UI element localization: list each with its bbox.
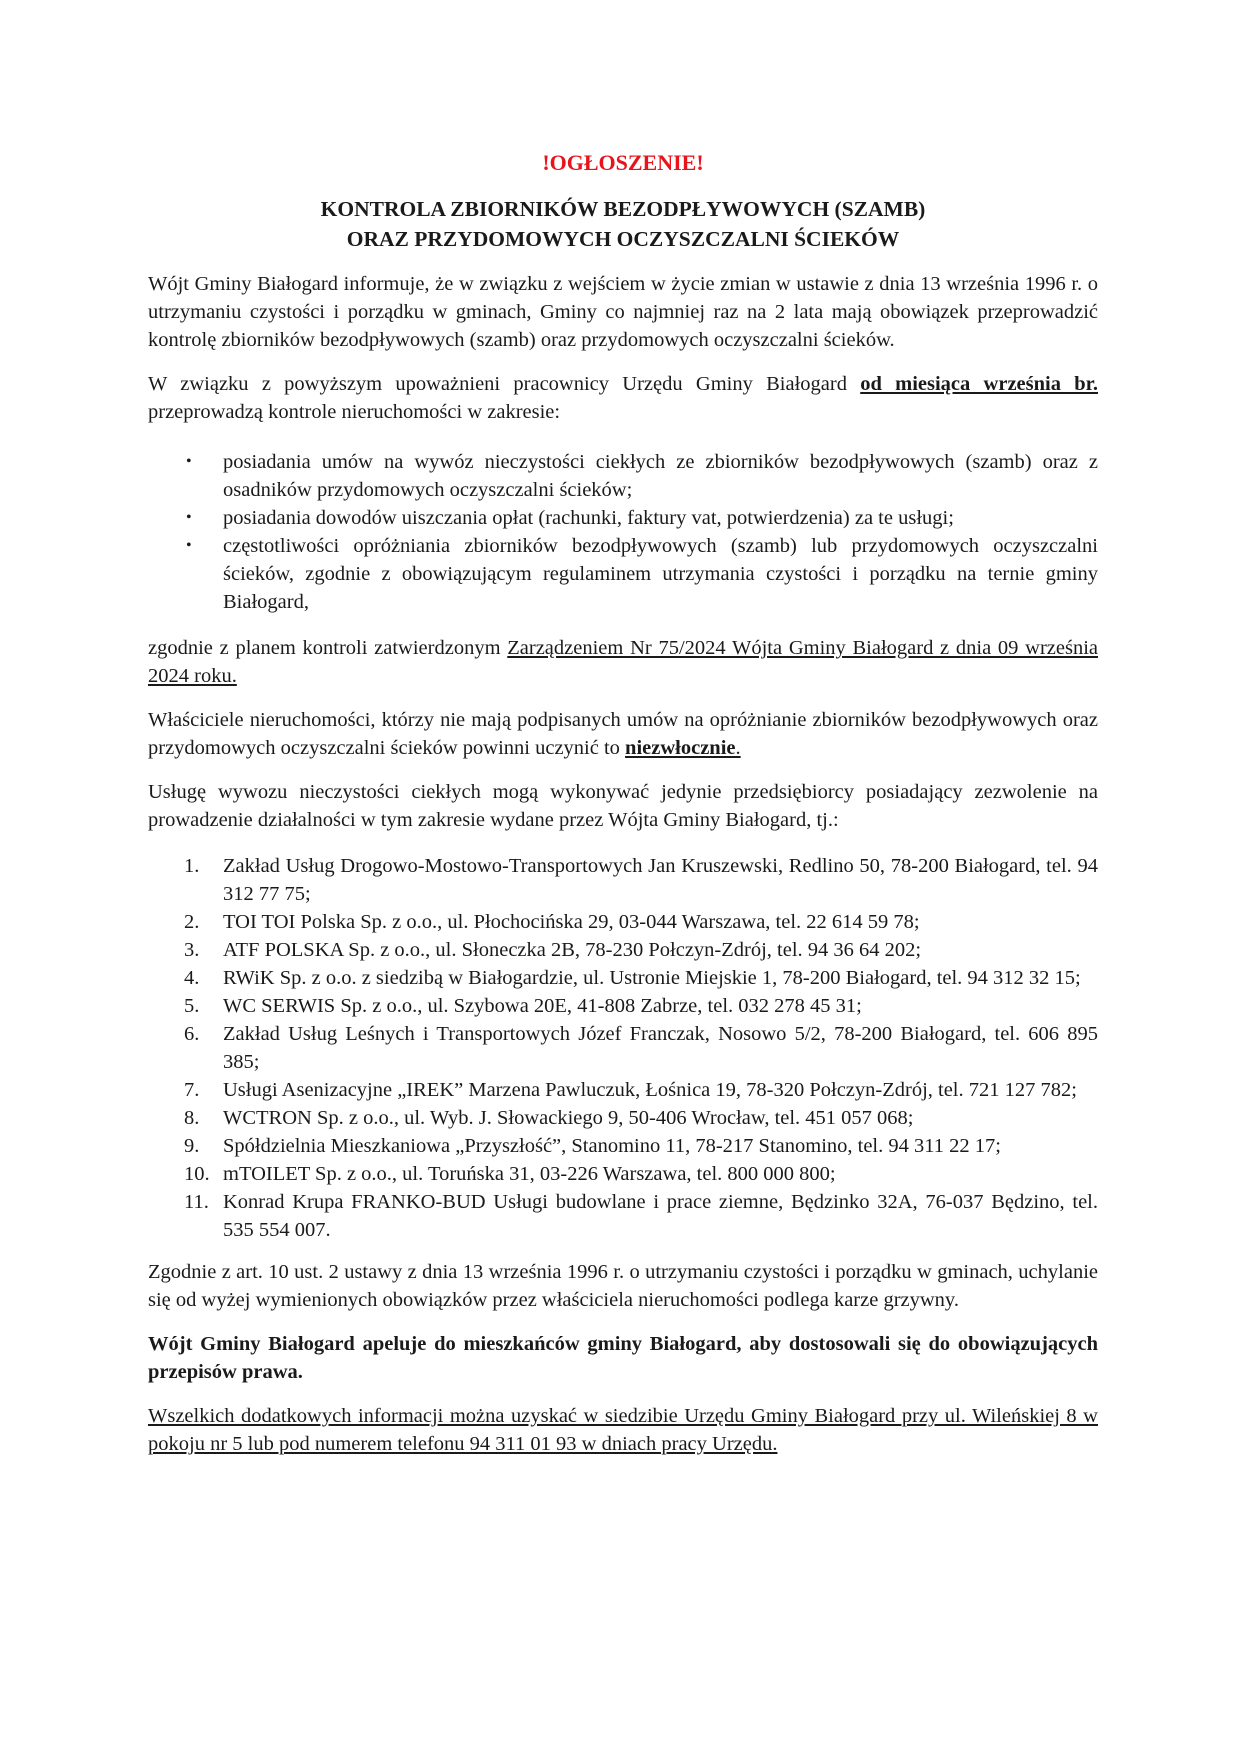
page-title — [148, 194, 1098, 254]
list-item-text: ATF POLSKA Sp. z o.o., ul. Słoneczka 2B, 78-230 Połczyn-Zdrój, tel. 94 36 64 202; — [223, 939, 922, 961]
intro-paragraph: Wójt Gminy Białogard informuje, że w związku z wejściem w życie zmian w ustawie z dnia 13 września 1996 r. o utrzymaniu czystości i porządku w gminach, Gminy co najmniej raz na 2 lata mają obowiązek przeprowadzić kontrolę zbiorników bezodpływowych (szamb) oraz przydomowych oczyszczalni ścieków. — [148, 273, 1098, 351]
list-item-number: 10. — [184, 1163, 210, 1185]
list-item-number: 8. — [184, 1107, 200, 1129]
list-item-text: TOI TOI Polska Sp. z o.o., ul. Płochocińska 29, 03-044 Warszawa, tel. 22 614 59 78; — [223, 911, 920, 933]
list-item — [148, 504, 1098, 532]
list-item-text: Konrad Krupa FRANKO-BUD Usługi budowlane i prace ziemne, Będzinko 32A, 76-037 Będzino, tel. 535 554 007. — [223, 1191, 1098, 1241]
list-item-text: Zakład Usług Drogowo-Mostowo-Transportowych Jan Kruszewski, Redlino 50, 78-200 Białogard, tel. 94 312 77 75; — [223, 855, 1098, 905]
bullet-icon: • — [186, 509, 192, 526]
list-item — [148, 936, 1098, 964]
list-item-number: 5. — [184, 995, 200, 1017]
list-item-text: mTOILET Sp. z o.o., ul. Toruńska 31, 03-226 Warszawa, tel. 800 000 800; — [223, 1163, 836, 1185]
list-item-text: WCTRON Sp. z o.o., ul. Wyb. J. Słowackiego 9, 50-406 Wrocław, tel. 451 057 068; — [223, 1107, 914, 1129]
inspection-paragraph — [148, 370, 1098, 426]
inspection-text-1: W związku z powyższym upoważnieni pracownicy Urzędu Gminy Białogard — [148, 373, 861, 395]
inspection-text-2: przeprowadzą kontrole nieruchomości w zakresie: — [148, 401, 561, 423]
list-item-text: WC SERWIS Sp. z o.o., ul. Szybowa 20E, 41-808 Zabrze, tel. 032 278 45 31; — [223, 995, 862, 1017]
list-item — [148, 448, 1098, 504]
list-item — [148, 1104, 1098, 1132]
licensed-companies-list — [148, 852, 1098, 1244]
announcement-page — [148, 148, 1098, 1474]
list-item-number: 3. — [184, 939, 200, 961]
penalty-paragraph: Zgodnie z art. 10 ust. 2 ustawy z dnia 13 września 1996 r. o utrzymaniu czystości i porządku w gminach, uchylanie się od wyżej wymienionych obowiązków przez właściciela nieruchomości podlega karze grzywny. — [148, 1261, 1098, 1311]
contact-paragraph: Wszelkich dodatkowych informacji można uzyskać w siedzibie Urzędu Gminy Białogard przy ul. Wileńskiej 8 w pokoju nr 5 lub pod numerem telefonu 94 311 01 93 w dniach pracy Urzędu. — [148, 1405, 1098, 1455]
list-item — [148, 852, 1098, 908]
list-item-text: częstotliwości opróżniania zbiorników bezodpływowych (szamb) lub przydomowych oczyszczalni ścieków, zgodnie z obowiązującym regulaminem utrzymania czystości i porządku na ternie gminy Białogard, — [223, 535, 1098, 613]
list-item-number: 4. — [184, 967, 200, 989]
inspection-date-emphasis: od miesiąca września br. — [860, 373, 1098, 395]
list-item — [148, 532, 1098, 616]
list-item-number: 11. — [184, 1191, 209, 1213]
title-line-1: KONTROLA ZBIORNIKÓW BEZODPŁYWOWYCH (SZAMB) — [320, 197, 926, 221]
urgency-emphasis: niezwłocznie — [625, 737, 736, 759]
list-item-text: Usługi Asenizacyjne „IREK” Marzena Pawluczuk, Łośnica 19, 78-320 Połczyn-Zdrój, tel. 721 127 782; — [223, 1079, 1077, 1101]
bullet-icon: • — [186, 453, 192, 470]
alert-title: !OGŁOSZENIE! — [542, 150, 704, 175]
inspection-scope-list — [148, 448, 1098, 616]
appeal-paragraph: Wójt Gminy Białogard apeluje do mieszkańców gminy Białogard, aby dostosowali się do obowiązujących przepisów prawa. — [148, 1333, 1098, 1383]
list-item — [148, 1076, 1098, 1104]
list-item — [148, 1020, 1098, 1076]
list-item-text: Spółdzielnia Mieszkaniowa „Przyszłość”, Stanomino 11, 78-217 Stanomino, tel. 94 311 22 17; — [223, 1135, 1001, 1157]
list-item-text: RWiK Sp. z o.o. z siedzibą w Białogardzie, ul. Ustronie Miejskie 1, 78-200 Białogard, tel. 94 312 32 15; — [223, 967, 1081, 989]
list-item-number: 9. — [184, 1135, 200, 1157]
plan-paragraph — [148, 634, 1098, 690]
regulation-reference: Zarządzeniem Nr 75/2024 Wójta Gminy Białogard z dnia 09 września 2024 roku. — [148, 637, 1098, 687]
list-item-text: Zakład Usług Leśnych i Transportowych Józef Franczak, Nosowo 5/2, 78-200 Białogard, tel. 606 895 385; — [223, 1023, 1098, 1073]
plan-text: zgodnie z planem kontroli zatwierdzonym — [148, 637, 508, 659]
list-item — [148, 964, 1098, 992]
list-item-text: posiadania dowodów uiszczania opłat (rachunki, faktury vat, potwierdzenia) za te usługi; — [223, 507, 954, 529]
list-item — [148, 1160, 1098, 1188]
service-paragraph: Usługę wywozu nieczystości ciekłych mogą wykonywać jedynie przedsiębiorcy posiadający zezwolenie na prowadzenie działalności w tym zakresie wydane przez Wójta Gminy Białogard, tj.: — [148, 781, 1098, 831]
list-item-text: posiadania umów na wywóz nieczystości ciekłych ze zbiorników bezodpływowych (szamb) oraz z osadników przydomowych oczyszczalni ścieków; — [223, 451, 1098, 501]
owners-paragraph — [148, 706, 1098, 762]
title-line-2: ORAZ PRZYDOMOWYCH OCZYSZCZALNI ŚCIEKÓW — [346, 227, 900, 251]
list-item — [148, 992, 1098, 1020]
owners-text-1: Właściciele nieruchomości, którzy nie mają podpisanych umów na opróżnianie zbiorników bezodpływowych oraz przydomowych oczyszczalni ścieków powinni uczynić to — [148, 709, 1098, 759]
owners-text-2: . — [735, 737, 741, 759]
list-item-number: 7. — [184, 1079, 200, 1101]
bullet-icon: • — [186, 537, 192, 554]
list-item-number: 1. — [184, 855, 200, 877]
list-item — [148, 1132, 1098, 1160]
list-item-number: 6. — [184, 1023, 200, 1045]
list-item-number: 2. — [184, 911, 200, 933]
list-item — [148, 908, 1098, 936]
list-item — [148, 1188, 1098, 1244]
